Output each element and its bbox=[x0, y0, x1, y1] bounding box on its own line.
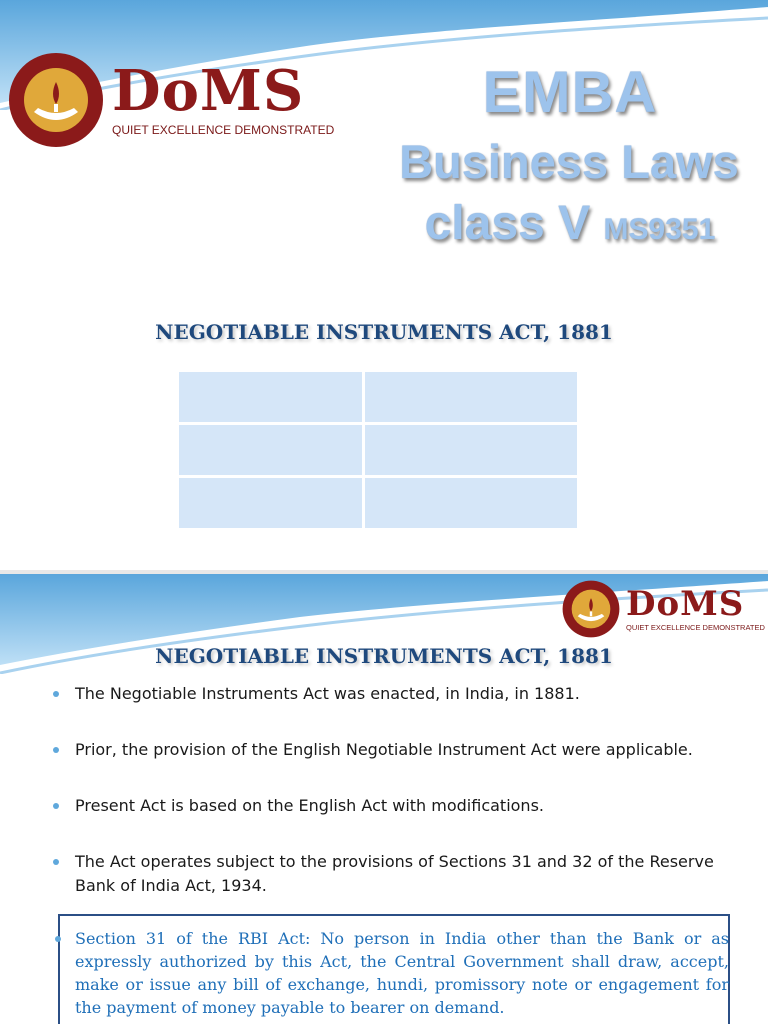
table-cell bbox=[179, 425, 362, 475]
course-code: MS9351 bbox=[603, 213, 716, 246]
bullet-item: Present Act is based on the English Act with modifications. bbox=[50, 794, 730, 818]
slide-content bbox=[0, 574, 768, 1024]
iit-seal-icon bbox=[8, 52, 104, 148]
logo-tagline: QUIET EXCELLENCE DEMONSTRATED bbox=[112, 123, 335, 137]
table-row bbox=[179, 425, 577, 475]
table-row bbox=[179, 478, 577, 528]
slide-title-emba: EMBA bbox=[482, 60, 658, 125]
highlight-text: Section 31 of the RBI Act: No person in India other than the Bank or as expressly authorized by this Act, the Central Government shall draw, accept, make or issue any bill of exchange, hundi, promissory note or engagement for the payment of money payable to bearer on demand. bbox=[75, 929, 729, 1017]
iit-seal-icon bbox=[562, 580, 620, 638]
bullet-item: The Act operates subject to the provisions of Sections 31 and 32 of the Reserve Bank of India Act, 1934. bbox=[50, 850, 730, 898]
section-title: NEGOTIABLE INSTRUMENTS ACT, 1881 bbox=[155, 644, 613, 668]
slide-title-course: Business Laws bbox=[399, 135, 739, 188]
logo-name: DoMS bbox=[626, 583, 745, 624]
bullet-item: Prior, the provision of the English Negotiable Instrument Act were applicable. bbox=[50, 738, 730, 762]
slide-title-class bbox=[380, 197, 760, 250]
section-title: NEGOTIABLE INSTRUMENTS ACT, 1881 bbox=[155, 320, 613, 344]
logo-name: DoMS bbox=[112, 58, 305, 124]
class-label: class V bbox=[424, 197, 591, 250]
blank-table bbox=[176, 369, 580, 531]
bullet-item: The Negotiable Instruments Act was enacted, in India, in 1881. bbox=[50, 682, 730, 706]
logo-tagline: QUIET EXCELLENCE DEMONSTRATED bbox=[626, 622, 765, 632]
doms-logo bbox=[562, 580, 765, 638]
table-cell bbox=[365, 425, 577, 475]
bullet-dot-icon bbox=[55, 936, 61, 942]
bullet-list bbox=[50, 682, 730, 898]
table-cell bbox=[179, 372, 362, 422]
table-cell bbox=[179, 478, 362, 528]
table-row bbox=[179, 372, 577, 422]
table-cell bbox=[365, 372, 577, 422]
table-cell bbox=[365, 478, 577, 528]
doms-logo bbox=[8, 52, 334, 148]
